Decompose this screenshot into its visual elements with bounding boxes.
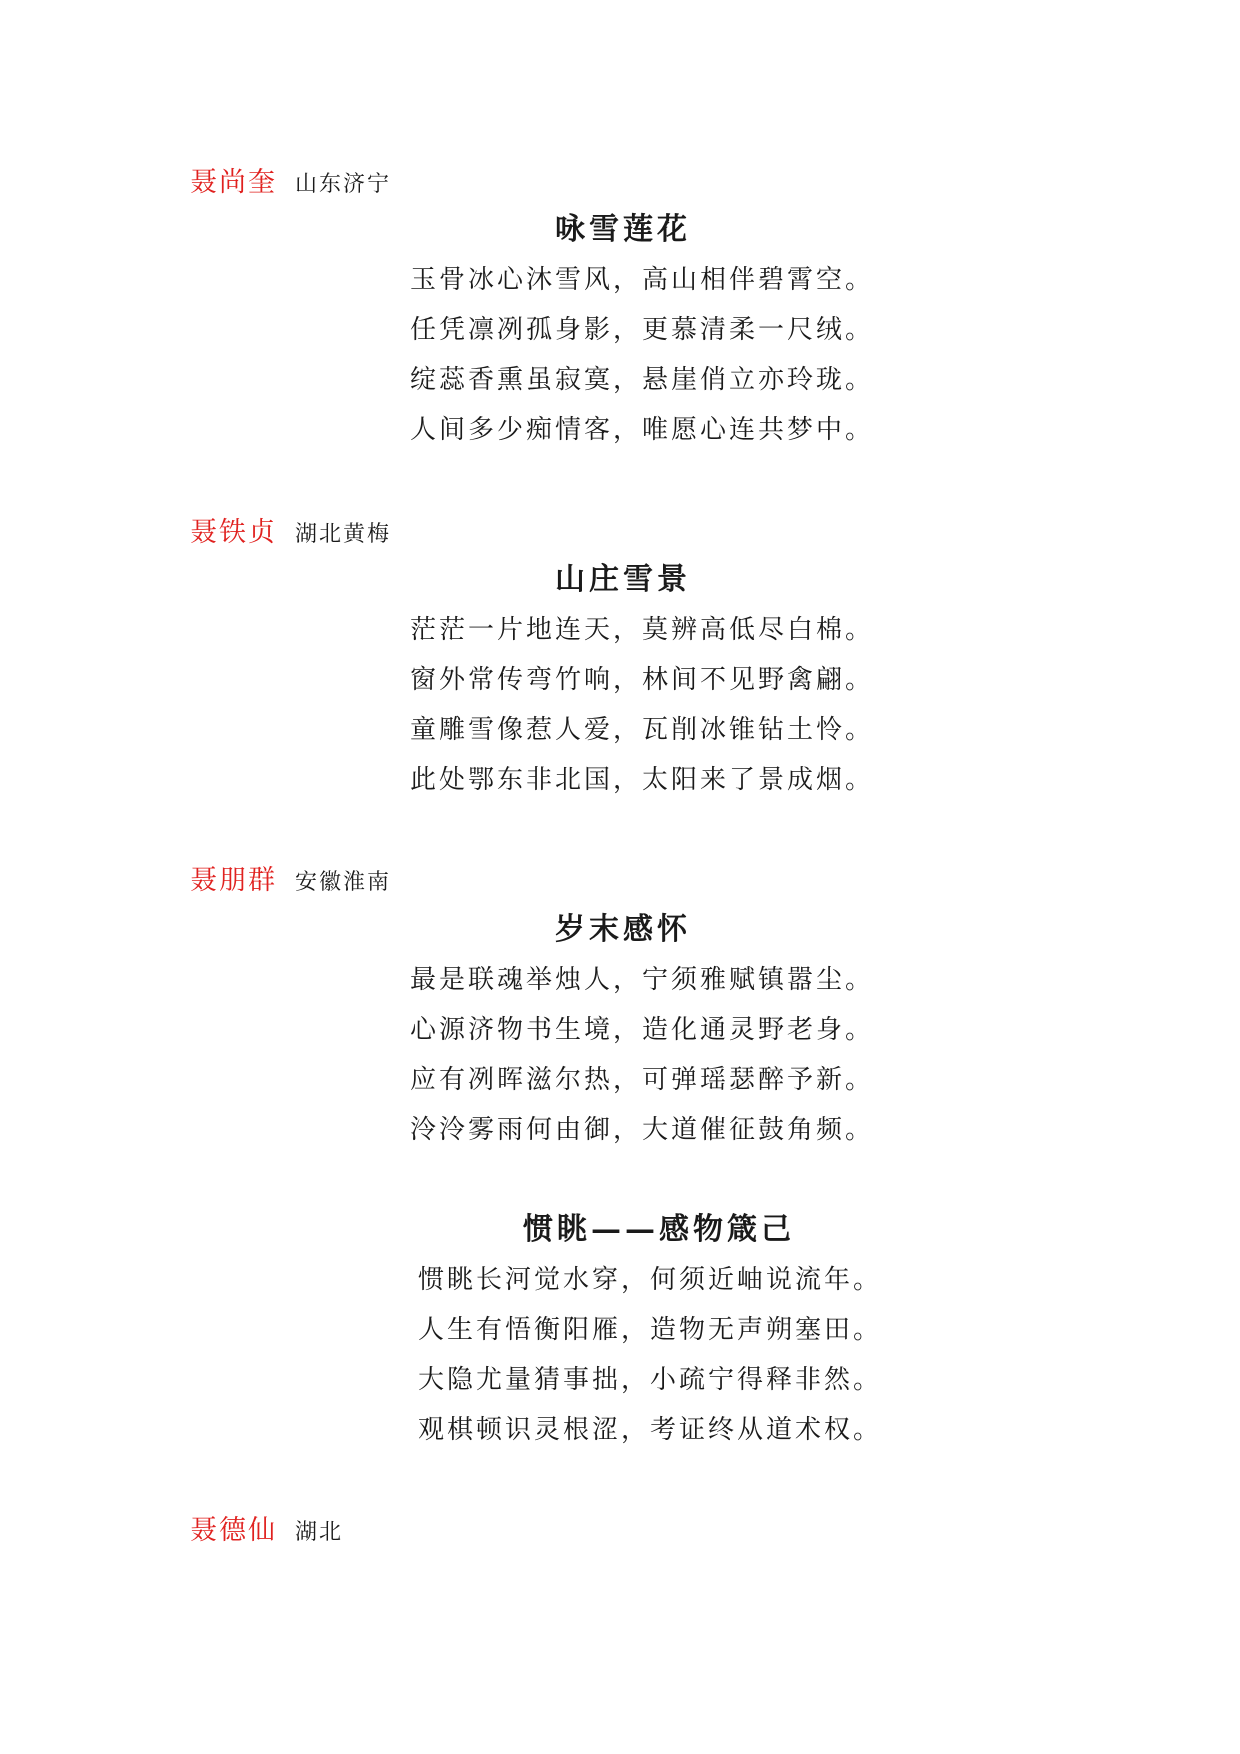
poem-line: 惯眺长河觉水穿，何须近岫说流年。 bbox=[418, 1265, 883, 1295]
poem-line: 绽蕊香熏虽寂寞，悬崖俏立亦玲珑。 bbox=[410, 365, 875, 395]
author-place: 安徽淮南 bbox=[295, 870, 392, 895]
poem-line: 窗外常传弯竹响，林间不见野禽翩。 bbox=[410, 665, 875, 695]
poem-line: 任凭凛冽孤身影，更慕清柔一尺绒。 bbox=[410, 315, 875, 345]
poem-line: 大隐尤量猜事拙，小疏宁得释非然。 bbox=[418, 1365, 883, 1395]
author-place: 湖北 bbox=[295, 1520, 344, 1545]
poem-line: 观棋顿识灵根涩，考证终从道术权。 bbox=[418, 1415, 883, 1445]
author-name: 聂铁贞 bbox=[190, 517, 277, 548]
poem-line: 心源济物书生境，造化通灵野老身。 bbox=[410, 1015, 875, 1045]
author-heading bbox=[190, 1508, 343, 1548]
author-name: 聂朋群 bbox=[190, 865, 277, 896]
poem-line: 人生有悟衡阳雁，造物无声朔塞田。 bbox=[418, 1315, 883, 1345]
poem-title: 山庄雪景 bbox=[555, 562, 691, 597]
poem-line: 茫茫一片地连天，莫辨高低尽白棉。 bbox=[410, 615, 875, 645]
poem-line: 童雕雪像惹人爱，瓦削冰锥钻土怜。 bbox=[410, 715, 875, 745]
poem-title: 岁末感怀 bbox=[555, 912, 691, 947]
author-heading bbox=[190, 510, 391, 550]
poem bbox=[410, 905, 874, 1155]
author-place: 湖北黄梅 bbox=[295, 522, 392, 547]
poem-line: 最是联魂举烛人，宁须雅赋镇嚣尘。 bbox=[410, 965, 875, 995]
poem bbox=[418, 1205, 882, 1455]
poem-line: 人间多少痴情客，唯愿心连共梦中。 bbox=[410, 415, 875, 445]
poem-title: 咏雪莲花 bbox=[555, 212, 691, 247]
author-name: 聂德仙 bbox=[190, 1515, 277, 1546]
poem-line: 泠泠雾雨何由御，大道催征鼓角频。 bbox=[410, 1115, 875, 1145]
poem-line: 此处鄂东非北国，太阳来了景成烟。 bbox=[410, 765, 875, 795]
poem-line: 玉骨冰心沐雪风，高山相伴碧霄空。 bbox=[410, 265, 875, 295]
author-heading bbox=[190, 160, 391, 200]
poem bbox=[410, 555, 874, 805]
author-heading bbox=[190, 858, 391, 898]
author-place: 山东济宁 bbox=[295, 172, 392, 197]
poem bbox=[410, 205, 874, 455]
poem-title: 惯眺——感物箴己 bbox=[523, 1212, 795, 1247]
poem-line: 应有冽晖滋尔热，可弹瑶瑟醉予新。 bbox=[410, 1065, 875, 1095]
author-name: 聂尚奎 bbox=[190, 167, 277, 198]
